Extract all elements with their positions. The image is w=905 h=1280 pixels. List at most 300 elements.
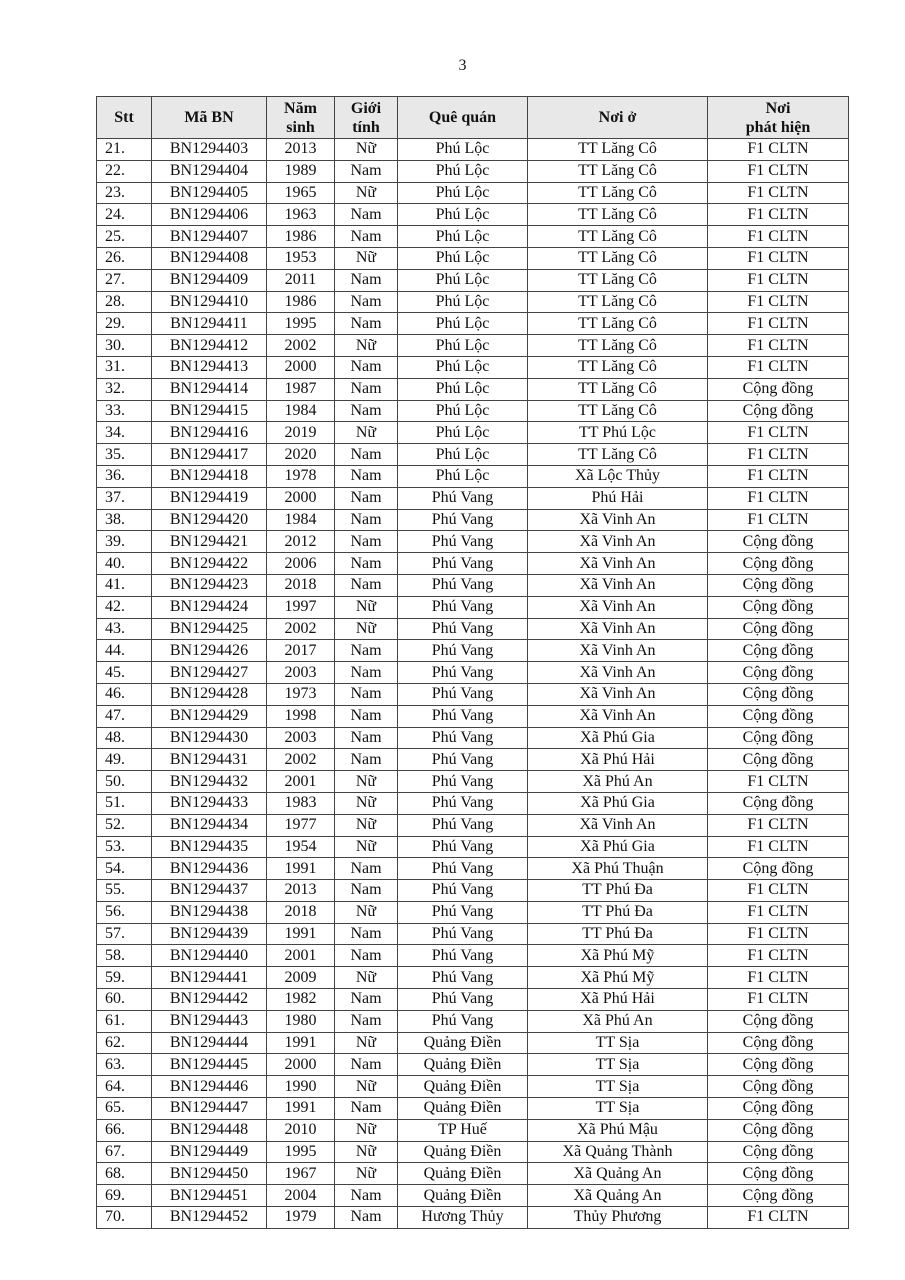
cell-noi-phat-hien: Cộng đồng: [708, 1141, 849, 1163]
cell-gioi-tinh: Nam: [335, 291, 398, 313]
cell-stt: 41.: [97, 574, 152, 596]
cell-que-quan: Phú Vang: [398, 901, 528, 923]
cell-noi-o: Xã Quảng An: [528, 1163, 708, 1185]
cell-noi-o: TT Sịa: [528, 1054, 708, 1076]
table-row: [97, 967, 849, 989]
cell-ma-bn: BN1294444: [152, 1032, 267, 1054]
cell-ma-bn: BN1294423: [152, 574, 267, 596]
cell-que-quan: Hương Thủy: [398, 1207, 528, 1229]
cell-nam-sinh: 1991: [267, 1032, 335, 1054]
cell-gioi-tinh: Nữ: [335, 836, 398, 858]
cell-que-quan: Phú Vang: [398, 1010, 528, 1032]
cell-noi-o: TT Phú Đa: [528, 901, 708, 923]
cell-stt: 38.: [97, 509, 152, 531]
cell-nam-sinh: 1984: [267, 400, 335, 422]
cell-gioi-tinh: Nữ: [335, 792, 398, 814]
cell-gioi-tinh: Nữ: [335, 182, 398, 204]
table-row: [97, 901, 849, 923]
cell-ma-bn: BN1294448: [152, 1119, 267, 1141]
cell-gioi-tinh: Nam: [335, 1098, 398, 1120]
cell-nam-sinh: 1973: [267, 683, 335, 705]
cell-noi-o: Xã Vinh An: [528, 705, 708, 727]
cell-que-quan: Phú Lộc: [398, 269, 528, 291]
cell-gioi-tinh: Nữ: [335, 247, 398, 269]
cell-noi-o: TT Lăng Cô: [528, 335, 708, 357]
cell-gioi-tinh: Nữ: [335, 1163, 398, 1185]
cell-noi-o: Xã Vinh An: [528, 618, 708, 640]
cell-nam-sinh: 1979: [267, 1207, 335, 1229]
cell-que-quan: Phú Vang: [398, 509, 528, 531]
cell-noi-o: TT Lăng Cô: [528, 247, 708, 269]
cell-stt: 59.: [97, 967, 152, 989]
cell-noi-o: TT Lăng Cô: [528, 400, 708, 422]
table-row: [97, 509, 849, 531]
cell-noi-o: TT Lăng Cô: [528, 226, 708, 248]
cell-stt: 66.: [97, 1119, 152, 1141]
cell-que-quan: Phú Vang: [398, 662, 528, 684]
cell-noi-phat-hien: F1 CLTN: [708, 989, 849, 1011]
header-ma-bn: Mã BN: [152, 97, 267, 139]
cell-stt: 39.: [97, 531, 152, 553]
cell-que-quan: Phú Vang: [398, 683, 528, 705]
cell-ma-bn: BN1294406: [152, 204, 267, 226]
cell-noi-phat-hien: F1 CLTN: [708, 901, 849, 923]
cell-noi-o: Xã Phú Gia: [528, 727, 708, 749]
cell-ma-bn: BN1294429: [152, 705, 267, 727]
cell-noi-phat-hien: F1 CLTN: [708, 356, 849, 378]
cell-que-quan: Phú Vang: [398, 945, 528, 967]
table-row: [97, 923, 849, 945]
cell-ma-bn: BN1294450: [152, 1163, 267, 1185]
cell-stt: 24.: [97, 204, 152, 226]
cell-gioi-tinh: Nữ: [335, 618, 398, 640]
cell-noi-phat-hien: Cộng đồng: [708, 1098, 849, 1120]
cell-que-quan: Phú Lộc: [398, 465, 528, 487]
cell-stt: 45.: [97, 662, 152, 684]
cell-stt: 43.: [97, 618, 152, 640]
cell-noi-phat-hien: F1 CLTN: [708, 814, 849, 836]
cell-ma-bn: BN1294419: [152, 487, 267, 509]
cell-nam-sinh: 1982: [267, 989, 335, 1011]
cell-stt: 54.: [97, 858, 152, 880]
cell-que-quan: Phú Vang: [398, 596, 528, 618]
cell-noi-phat-hien: F1 CLTN: [708, 880, 849, 902]
cell-gioi-tinh: Nam: [335, 531, 398, 553]
cell-noi-o: Xã Phú Hải: [528, 749, 708, 771]
cell-gioi-tinh: Nam: [335, 989, 398, 1011]
cell-stt: 67.: [97, 1141, 152, 1163]
cell-noi-o: Xã Quảng Thành: [528, 1141, 708, 1163]
cell-ma-bn: BN1294435: [152, 836, 267, 858]
cell-nam-sinh: 1991: [267, 923, 335, 945]
cell-noi-o: TT Lăng Cô: [528, 356, 708, 378]
cell-stt: 29.: [97, 313, 152, 335]
cell-gioi-tinh: Nam: [335, 683, 398, 705]
cell-noi-o: Xã Vinh An: [528, 683, 708, 705]
cell-que-quan: Phú Vang: [398, 989, 528, 1011]
cell-stt: 21.: [97, 139, 152, 161]
cell-stt: 22.: [97, 160, 152, 182]
table-row: [97, 291, 849, 313]
cell-noi-o: Xã Phú Mỹ: [528, 967, 708, 989]
header-noi-phat-hien-line2: phát hiện: [745, 118, 811, 136]
page-number: 3: [458, 57, 467, 74]
table-row: [97, 182, 849, 204]
cell-ma-bn: BN1294434: [152, 814, 267, 836]
header-nam-sinh: [267, 97, 335, 139]
table-row: [97, 269, 849, 291]
cell-que-quan: Phú Lộc: [398, 422, 528, 444]
cell-stt: 68.: [97, 1163, 152, 1185]
cell-que-quan: Quảng Điền: [398, 1163, 528, 1185]
cell-nam-sinh: 1986: [267, 291, 335, 313]
cell-ma-bn: BN1294451: [152, 1185, 267, 1207]
cell-noi-phat-hien: Cộng đồng: [708, 618, 849, 640]
cell-nam-sinh: 1953: [267, 247, 335, 269]
cell-noi-phat-hien: F1 CLTN: [708, 335, 849, 357]
cell-gioi-tinh: Nam: [335, 356, 398, 378]
cell-stt: 25.: [97, 226, 152, 248]
table-row: [97, 880, 849, 902]
table-row: [97, 335, 849, 357]
cell-que-quan: Phú Lộc: [398, 356, 528, 378]
cell-noi-o: Xã Vinh An: [528, 574, 708, 596]
cell-gioi-tinh: Nữ: [335, 335, 398, 357]
cell-que-quan: Phú Vang: [398, 574, 528, 596]
header-gioi-tinh-line2: tính: [352, 118, 380, 136]
cell-nam-sinh: 1991: [267, 858, 335, 880]
cell-nam-sinh: 2019: [267, 422, 335, 444]
cell-ma-bn: BN1294431: [152, 749, 267, 771]
table-row: [97, 1010, 849, 1032]
cell-nam-sinh: 2013: [267, 880, 335, 902]
table-row: [97, 531, 849, 553]
cell-nam-sinh: 2017: [267, 640, 335, 662]
cell-noi-o: Xã Vinh An: [528, 553, 708, 575]
cell-ma-bn: BN1294417: [152, 444, 267, 466]
cell-ma-bn: BN1294432: [152, 771, 267, 793]
cell-que-quan: Phú Lộc: [398, 226, 528, 248]
cell-stt: 63.: [97, 1054, 152, 1076]
table-row: [97, 618, 849, 640]
cell-stt: 36.: [97, 465, 152, 487]
cell-stt: 50.: [97, 771, 152, 793]
cell-noi-phat-hien: Cộng đồng: [708, 662, 849, 684]
cell-noi-phat-hien: Cộng đồng: [708, 1032, 849, 1054]
cell-stt: 65.: [97, 1098, 152, 1120]
cell-gioi-tinh: Nam: [335, 662, 398, 684]
cell-noi-phat-hien: Cộng đồng: [708, 1010, 849, 1032]
cell-noi-o: TT Sịa: [528, 1098, 708, 1120]
cell-gioi-tinh: Nam: [335, 1185, 398, 1207]
table-row: [97, 836, 849, 858]
cell-nam-sinh: 1995: [267, 313, 335, 335]
cell-noi-phat-hien: Cộng đồng: [708, 1185, 849, 1207]
cell-gioi-tinh: Nữ: [335, 139, 398, 161]
cell-gioi-tinh: Nam: [335, 509, 398, 531]
cell-noi-o: Xã Lộc Thủy: [528, 465, 708, 487]
cell-ma-bn: BN1294426: [152, 640, 267, 662]
table-row: [97, 574, 849, 596]
cell-noi-phat-hien: F1 CLTN: [708, 945, 849, 967]
cell-nam-sinh: 2000: [267, 1054, 335, 1076]
header-que-quan: Quê quán: [398, 97, 528, 139]
cell-ma-bn: BN1294445: [152, 1054, 267, 1076]
header-nam-sinh-line2: sinh: [286, 118, 315, 136]
cell-noi-phat-hien: Cộng đồng: [708, 553, 849, 575]
cell-ma-bn: BN1294439: [152, 923, 267, 945]
cell-noi-o: Xã Phú Gia: [528, 836, 708, 858]
cell-que-quan: Quảng Điền: [398, 1076, 528, 1098]
cell-ma-bn: BN1294416: [152, 422, 267, 444]
cell-ma-bn: BN1294449: [152, 1141, 267, 1163]
cell-stt: 28.: [97, 291, 152, 313]
cell-ma-bn: BN1294415: [152, 400, 267, 422]
cell-gioi-tinh: Nữ: [335, 901, 398, 923]
cell-ma-bn: BN1294430: [152, 727, 267, 749]
cell-noi-o: TT Lăng Cô: [528, 182, 708, 204]
table-row: [97, 662, 849, 684]
cell-noi-phat-hien: Cộng đồng: [708, 1054, 849, 1076]
cell-nam-sinh: 2010: [267, 1119, 335, 1141]
cell-nam-sinh: 2011: [267, 269, 335, 291]
cell-stt: 64.: [97, 1076, 152, 1098]
cell-ma-bn: BN1294409: [152, 269, 267, 291]
cell-gioi-tinh: Nam: [335, 444, 398, 466]
cell-ma-bn: BN1294433: [152, 792, 267, 814]
cell-que-quan: Phú Vang: [398, 727, 528, 749]
cell-gioi-tinh: Nam: [335, 1054, 398, 1076]
cell-noi-phat-hien: Cộng đồng: [708, 727, 849, 749]
cell-noi-o: Xã Phú Hải: [528, 989, 708, 1011]
cell-nam-sinh: 1980: [267, 1010, 335, 1032]
cell-ma-bn: BN1294441: [152, 967, 267, 989]
cell-noi-o: TT Sịa: [528, 1032, 708, 1054]
cell-que-quan: Phú Lộc: [398, 247, 528, 269]
cell-nam-sinh: 1963: [267, 204, 335, 226]
cell-que-quan: Phú Vang: [398, 880, 528, 902]
cell-noi-phat-hien: Cộng đồng: [708, 705, 849, 727]
cell-que-quan: Phú Lộc: [398, 139, 528, 161]
cell-que-quan: Phú Lộc: [398, 313, 528, 335]
cell-nam-sinh: 1954: [267, 836, 335, 858]
cell-stt: 53.: [97, 836, 152, 858]
cell-noi-phat-hien: F1 CLTN: [708, 269, 849, 291]
cell-gioi-tinh: Nữ: [335, 771, 398, 793]
cell-noi-phat-hien: F1 CLTN: [708, 465, 849, 487]
cell-nam-sinh: 1995: [267, 1141, 335, 1163]
cell-noi-phat-hien: F1 CLTN: [708, 509, 849, 531]
cell-stt: 32.: [97, 378, 152, 400]
cell-ma-bn: BN1294413: [152, 356, 267, 378]
cell-noi-phat-hien: Cộng đồng: [708, 1119, 849, 1141]
cell-ma-bn: BN1294428: [152, 683, 267, 705]
cell-ma-bn: BN1294440: [152, 945, 267, 967]
cell-stt: 58.: [97, 945, 152, 967]
cell-stt: 46.: [97, 683, 152, 705]
table-row: [97, 1141, 849, 1163]
cell-gioi-tinh: Nam: [335, 945, 398, 967]
cell-gioi-tinh: Nam: [335, 400, 398, 422]
cell-noi-o: Xã Phú Mậu: [528, 1119, 708, 1141]
cell-noi-o: Xã Phú Thuận: [528, 858, 708, 880]
cell-noi-phat-hien: F1 CLTN: [708, 204, 849, 226]
cell-noi-o: Xã Vinh An: [528, 596, 708, 618]
cell-gioi-tinh: Nữ: [335, 422, 398, 444]
cell-noi-phat-hien: Cộng đồng: [708, 749, 849, 771]
cell-ma-bn: BN1294407: [152, 226, 267, 248]
table-row: [97, 792, 849, 814]
table-row: [97, 945, 849, 967]
table-row: [97, 1207, 849, 1229]
cell-ma-bn: BN1294452: [152, 1207, 267, 1229]
cell-ma-bn: BN1294414: [152, 378, 267, 400]
cell-nam-sinh: 2001: [267, 771, 335, 793]
cell-noi-phat-hien: F1 CLTN: [708, 226, 849, 248]
cell-gioi-tinh: Nam: [335, 858, 398, 880]
cell-nam-sinh: 1987: [267, 378, 335, 400]
table-row: [97, 989, 849, 1011]
cell-que-quan: Phú Lộc: [398, 444, 528, 466]
cell-ma-bn: BN1294404: [152, 160, 267, 182]
cell-ma-bn: BN1294438: [152, 901, 267, 923]
table-row: [97, 858, 849, 880]
cell-nam-sinh: 2002: [267, 749, 335, 771]
cell-noi-o: Xã Phú An: [528, 771, 708, 793]
cell-que-quan: Phú Lộc: [398, 204, 528, 226]
cell-noi-o: Thủy Phương: [528, 1207, 708, 1229]
cell-stt: 70.: [97, 1207, 152, 1229]
cell-nam-sinh: 2000: [267, 356, 335, 378]
cell-noi-o: TT Sịa: [528, 1076, 708, 1098]
cell-ma-bn: BN1294447: [152, 1098, 267, 1120]
cell-ma-bn: BN1294411: [152, 313, 267, 335]
cell-que-quan: Phú Vang: [398, 618, 528, 640]
cell-ma-bn: BN1294412: [152, 335, 267, 357]
cell-ma-bn: BN1294403: [152, 139, 267, 161]
cell-que-quan: Phú Vang: [398, 814, 528, 836]
cell-noi-phat-hien: Cộng đồng: [708, 792, 849, 814]
cell-stt: 57.: [97, 923, 152, 945]
cell-ma-bn: BN1294436: [152, 858, 267, 880]
cell-noi-o: TT Phú Lộc: [528, 422, 708, 444]
cell-nam-sinh: 1990: [267, 1076, 335, 1098]
cell-gioi-tinh: Nam: [335, 553, 398, 575]
cell-gioi-tinh: Nam: [335, 1207, 398, 1229]
cell-noi-phat-hien: F1 CLTN: [708, 291, 849, 313]
cell-que-quan: Phú Vang: [398, 836, 528, 858]
cell-noi-o: Xã Phú Mỹ: [528, 945, 708, 967]
cell-stt: 61.: [97, 1010, 152, 1032]
cell-noi-phat-hien: F1 CLTN: [708, 967, 849, 989]
cell-noi-o: TT Lăng Cô: [528, 378, 708, 400]
table-row: [97, 727, 849, 749]
cell-noi-o: TT Lăng Cô: [528, 204, 708, 226]
cell-que-quan: Phú Vang: [398, 640, 528, 662]
cell-nam-sinh: 1986: [267, 226, 335, 248]
cell-gioi-tinh: Nữ: [335, 1076, 398, 1098]
cell-stt: 40.: [97, 553, 152, 575]
header-nam-sinh-line1: Năm: [284, 99, 317, 117]
cell-ma-bn: BN1294408: [152, 247, 267, 269]
cell-nam-sinh: 2003: [267, 662, 335, 684]
cell-nam-sinh: 2013: [267, 139, 335, 161]
cell-stt: 44.: [97, 640, 152, 662]
cell-nam-sinh: 2001: [267, 945, 335, 967]
cell-noi-phat-hien: Cộng đồng: [708, 378, 849, 400]
table-row: [97, 596, 849, 618]
cell-que-quan: Phú Vang: [398, 749, 528, 771]
cell-nam-sinh: 1997: [267, 596, 335, 618]
cell-que-quan: Quảng Điền: [398, 1054, 528, 1076]
cell-que-quan: Quảng Điền: [398, 1185, 528, 1207]
table-row: [97, 640, 849, 662]
table-row: [97, 1163, 849, 1185]
patient-table: [96, 96, 849, 1229]
cell-gioi-tinh: Nam: [335, 313, 398, 335]
cell-nam-sinh: 1977: [267, 814, 335, 836]
table-row: [97, 226, 849, 248]
cell-gioi-tinh: Nam: [335, 749, 398, 771]
cell-que-quan: Phú Lộc: [398, 182, 528, 204]
table-row: [97, 247, 849, 269]
cell-noi-o: Phú Hải: [528, 487, 708, 509]
cell-stt: 49.: [97, 749, 152, 771]
cell-que-quan: Quảng Điền: [398, 1098, 528, 1120]
cell-nam-sinh: 2018: [267, 574, 335, 596]
cell-noi-phat-hien: Cộng đồng: [708, 400, 849, 422]
cell-ma-bn: BN1294427: [152, 662, 267, 684]
cell-noi-phat-hien: F1 CLTN: [708, 444, 849, 466]
cell-stt: 27.: [97, 269, 152, 291]
table-header-row: [97, 97, 849, 139]
table-row: [97, 356, 849, 378]
cell-noi-phat-hien: F1 CLTN: [708, 182, 849, 204]
cell-noi-phat-hien: F1 CLTN: [708, 139, 849, 161]
cell-stt: 34.: [97, 422, 152, 444]
cell-ma-bn: BN1294418: [152, 465, 267, 487]
cell-nam-sinh: 2012: [267, 531, 335, 553]
table-row: [97, 749, 849, 771]
cell-noi-o: Xã Phú Gia: [528, 792, 708, 814]
cell-stt: 55.: [97, 880, 152, 902]
cell-noi-o: TT Lăng Cô: [528, 269, 708, 291]
cell-que-quan: Phú Lộc: [398, 291, 528, 313]
cell-noi-o: TT Lăng Cô: [528, 139, 708, 161]
cell-gioi-tinh: Nam: [335, 640, 398, 662]
cell-noi-phat-hien: F1 CLTN: [708, 923, 849, 945]
cell-gioi-tinh: Nam: [335, 487, 398, 509]
cell-stt: 30.: [97, 335, 152, 357]
cell-stt: 33.: [97, 400, 152, 422]
cell-noi-phat-hien: Cộng đồng: [708, 858, 849, 880]
cell-noi-o: Xã Phú An: [528, 1010, 708, 1032]
cell-noi-phat-hien: F1 CLTN: [708, 247, 849, 269]
table-row: [97, 1032, 849, 1054]
cell-gioi-tinh: Nam: [335, 923, 398, 945]
cell-gioi-tinh: Nam: [335, 465, 398, 487]
cell-gioi-tinh: Nam: [335, 226, 398, 248]
cell-gioi-tinh: Nam: [335, 574, 398, 596]
cell-gioi-tinh: Nam: [335, 705, 398, 727]
cell-stt: 35.: [97, 444, 152, 466]
cell-noi-phat-hien: Cộng đồng: [708, 574, 849, 596]
cell-nam-sinh: 1967: [267, 1163, 335, 1185]
cell-noi-phat-hien: Cộng đồng: [708, 1076, 849, 1098]
cell-gioi-tinh: Nữ: [335, 814, 398, 836]
cell-nam-sinh: 1978: [267, 465, 335, 487]
header-gioi-tinh-line1: Giới: [350, 99, 382, 117]
